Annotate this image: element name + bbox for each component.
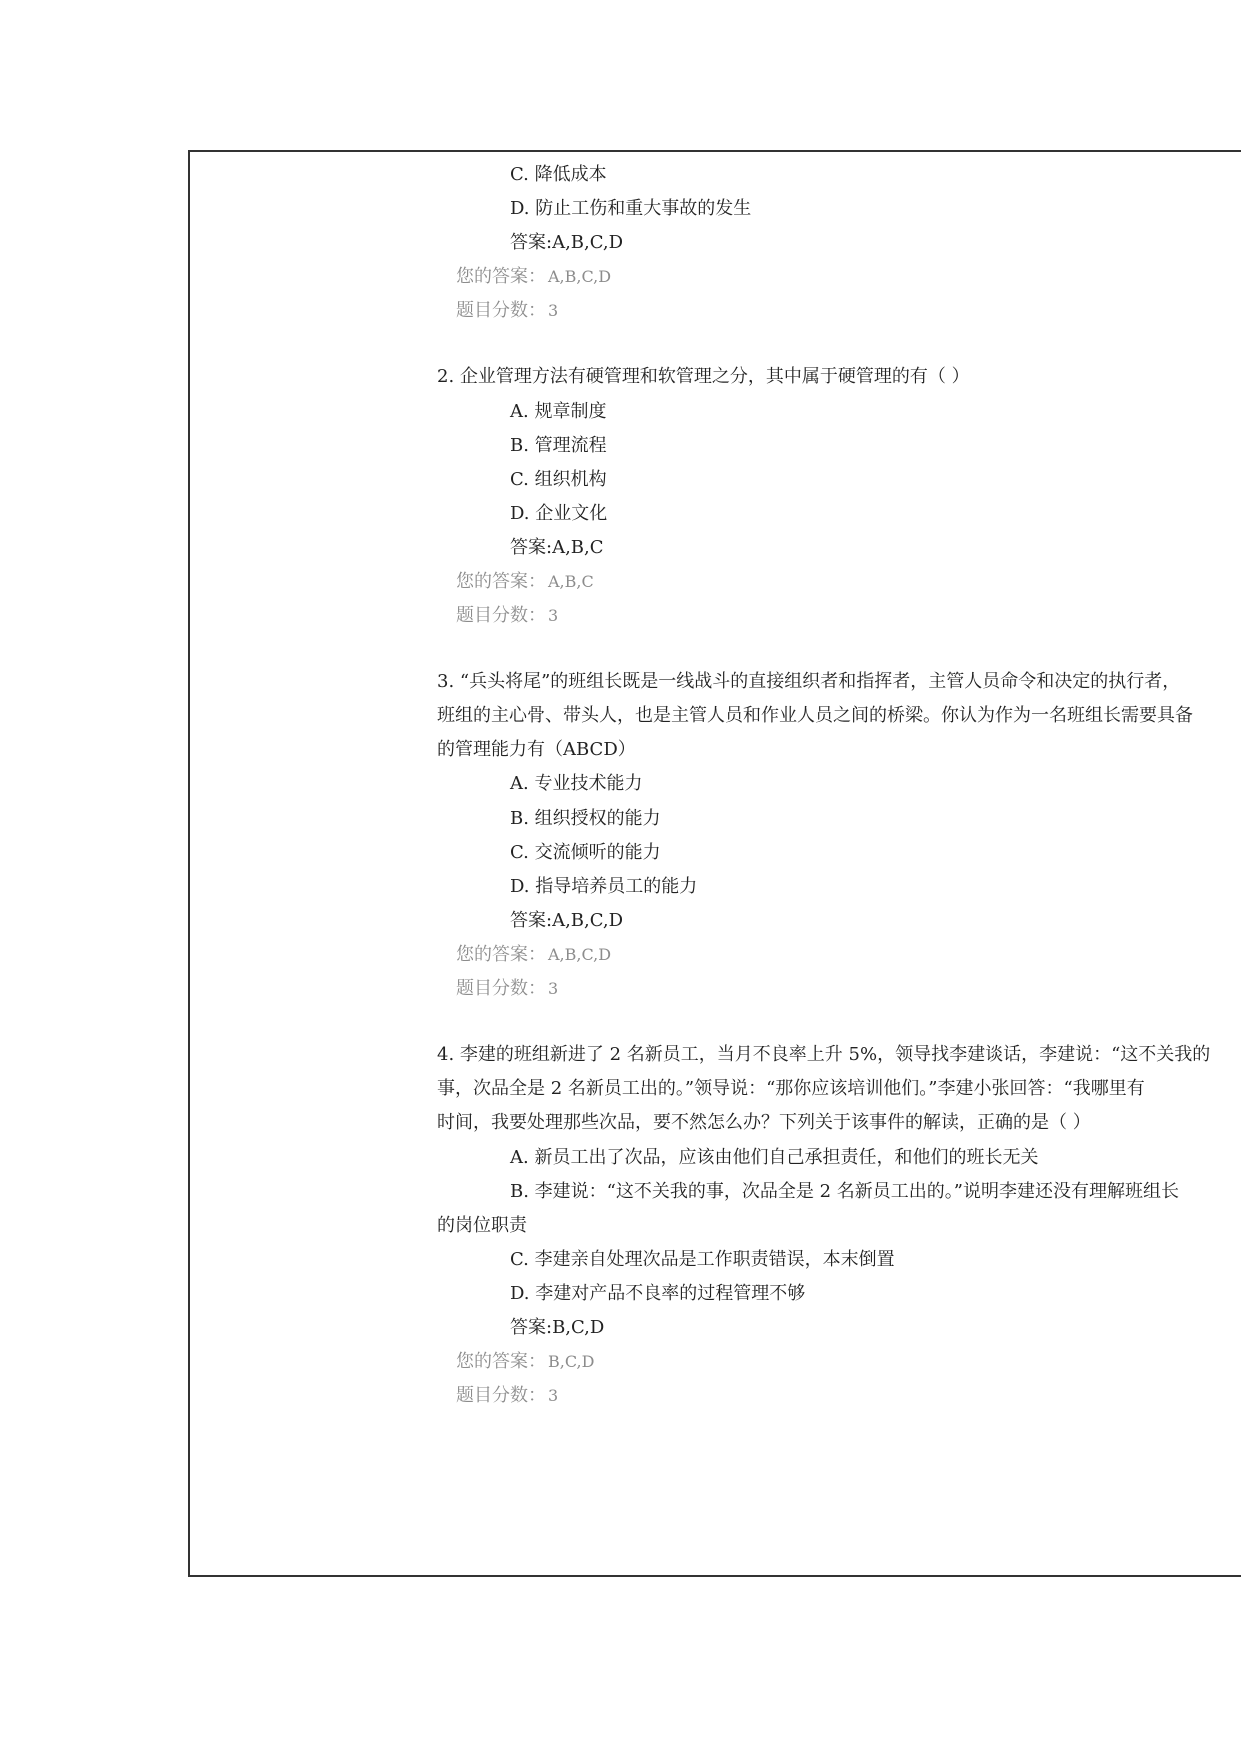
your-answer-label: 您的答案： bbox=[456, 266, 546, 287]
q4-answer: 答案:B,C,D bbox=[510, 1317, 605, 1338]
q3-stem-line-3: 的管理能力有（ABCD） bbox=[437, 739, 636, 760]
q3-your-answer bbox=[456, 943, 611, 967]
q3-score bbox=[456, 977, 558, 1001]
q4-stem-line-3: 时间，我要处理那些次品，要不然怎么办？下列关于该事件的解读，正确的是（ ） bbox=[437, 1112, 1091, 1133]
score-label: 题目分数： bbox=[456, 605, 546, 626]
q3-option-b: B. 组织授权的能力 bbox=[510, 808, 661, 829]
document-frame bbox=[188, 150, 1241, 1577]
q2-score bbox=[456, 604, 558, 628]
q4-option-c: C. 李建亲自处理次品是工作职责错误，本末倒置 bbox=[510, 1249, 895, 1270]
q2-option-a: A. 规章制度 bbox=[510, 401, 607, 422]
q2-answer: 答案:A,B,C bbox=[510, 537, 604, 558]
q2-option-d: D. 企业文化 bbox=[510, 503, 608, 524]
q3-option-d: D. 指导培养员工的能力 bbox=[510, 876, 698, 897]
your-answer-value: B,C,D bbox=[548, 1352, 595, 1371]
q2-option-b: B. 管理流程 bbox=[510, 435, 607, 456]
q4-your-answer bbox=[456, 1350, 594, 1374]
score-label: 题目分数： bbox=[456, 978, 546, 999]
score-value: 3 bbox=[548, 1386, 559, 1405]
score-value: 3 bbox=[548, 606, 559, 625]
your-answer-value: A,B,C bbox=[548, 572, 594, 591]
q2-stem: 2. 企业管理方法有硬管理和软管理之分，其中属于硬管理的有（ ） bbox=[437, 366, 970, 387]
score-label: 题目分数： bbox=[456, 1385, 546, 1406]
your-answer-value: A,B,C,D bbox=[548, 267, 612, 286]
q4-score bbox=[456, 1384, 558, 1408]
q3-option-c: C. 交流倾听的能力 bbox=[510, 842, 661, 863]
q1-option-d: D. 防止工伤和重大事故的发生 bbox=[510, 198, 752, 219]
q1-score bbox=[456, 299, 558, 323]
q4-option-a: A. 新员工出了次品，应该由他们自己承担责任，和他们的班长无关 bbox=[510, 1147, 1039, 1168]
q2-your-answer bbox=[456, 570, 594, 594]
q4-option-b-line-2: 的岗位职责 bbox=[437, 1215, 527, 1236]
q3-stem-line-1: 3. “兵头将尾”的班组长既是一线战斗的直接组织者和指挥者，主管人员命令和决定的执行者， bbox=[437, 671, 1181, 692]
your-answer-label: 您的答案： bbox=[456, 944, 546, 965]
your-answer-label: 您的答案： bbox=[456, 571, 546, 592]
q1-answer: 答案:A,B,C,D bbox=[510, 232, 624, 253]
q4-stem-line-2: 事，次品全是 2 名新员工出的。”领导说：“那你应该培训他们。”李建小张回答：“我哪里有 bbox=[437, 1078, 1145, 1099]
q1-your-answer bbox=[456, 265, 611, 289]
your-answer-label: 您的答案： bbox=[456, 1351, 546, 1372]
q1-option-c: C. 降低成本 bbox=[510, 164, 607, 185]
score-label: 题目分数： bbox=[456, 300, 546, 321]
q4-option-d: D. 李建对产品不良率的过程管理不够 bbox=[510, 1283, 806, 1304]
q2-option-c: C. 组织机构 bbox=[510, 469, 607, 490]
score-value: 3 bbox=[548, 979, 559, 998]
q3-answer: 答案:A,B,C,D bbox=[510, 910, 624, 931]
q3-option-a: A. 专业技术能力 bbox=[510, 773, 643, 794]
score-value: 3 bbox=[548, 301, 559, 320]
your-answer-value: A,B,C,D bbox=[548, 945, 612, 964]
q4-stem-line-1: 4. 李建的班组新进了 2 名新员工，当月不良率上升 5%，领导找李建谈话，李建说：“这不关我的 bbox=[437, 1044, 1211, 1065]
q3-stem-line-2: 班组的主心骨、带头人，也是主管人员和作业人员之间的桥梁。你认为作为一名班组长需要具备 bbox=[437, 705, 1193, 726]
q4-option-b-line-1: B. 李建说：“这不关我的事，次品全是 2 名新员工出的。”说明李建还没有理解班组长 bbox=[510, 1181, 1179, 1202]
